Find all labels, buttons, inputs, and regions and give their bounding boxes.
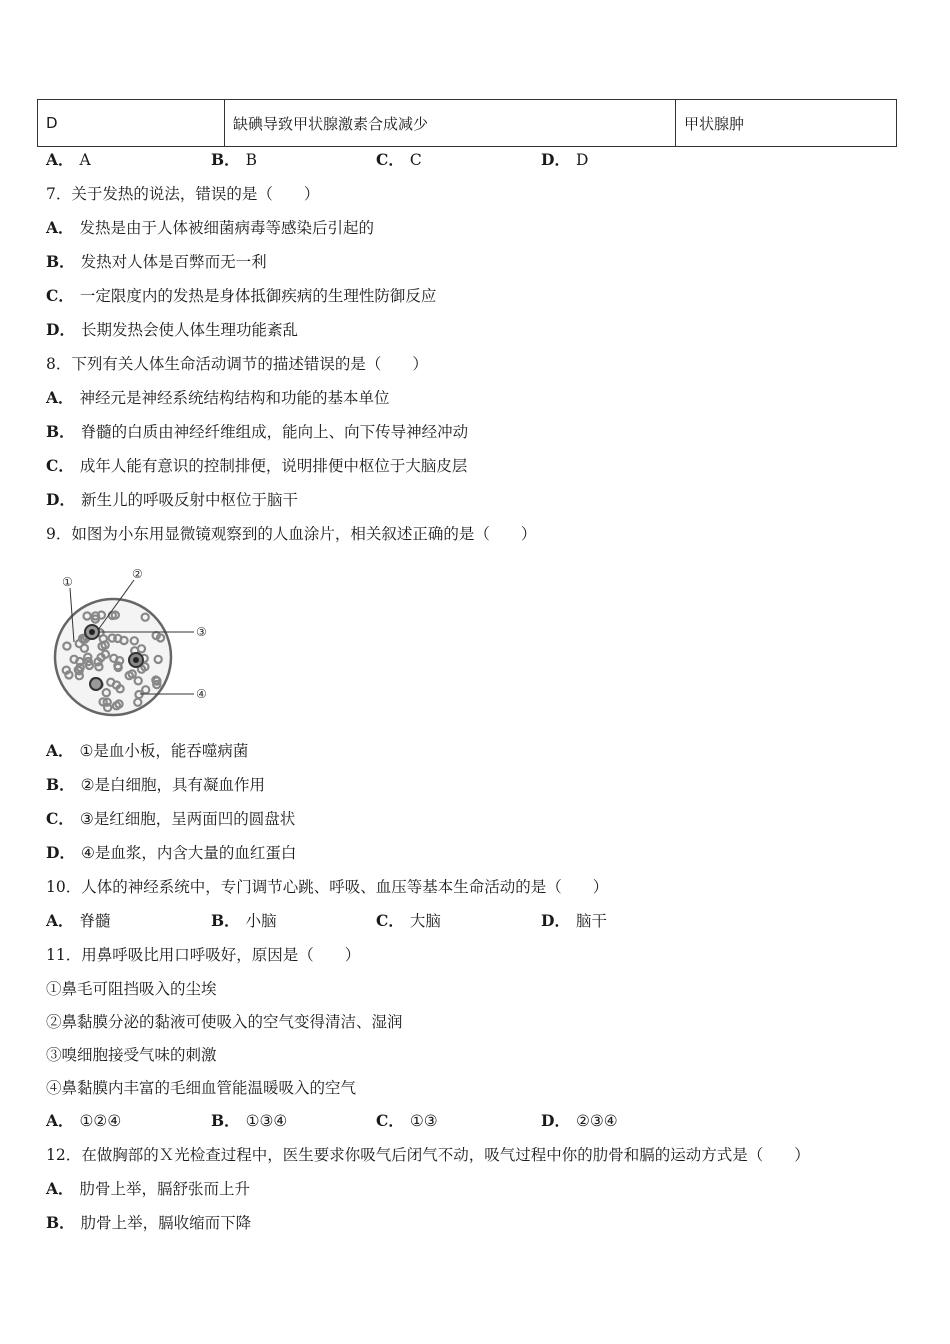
q8-option-a[interactable]: A． 神经元是神经系统结构结构和功能的基本单位 (46, 388, 390, 407)
q7-option-d[interactable]: D． 长期发热会使人体生理功能紊乱 (46, 320, 298, 339)
q6-option-c[interactable]: C． C (376, 150, 422, 169)
q7-option-c[interactable]: C． 一定限度内的发热是身体抵御疾病的生理性防御反应 (46, 286, 437, 305)
q7-stem: 7．关于发热的说法，错误的是（ ） (46, 185, 320, 203)
table-cell-cause: 缺碘导致甲状腺激素合成减少 (225, 100, 676, 147)
q11-stem: 11．用鼻呼吸比用口呼吸好，原因是（ ） (46, 946, 361, 964)
q8-stem: 8．下列有关人体生命活动调节的描述错误的是（ ） (46, 355, 428, 373)
q10-option-c[interactable]: C． 大脑 (376, 911, 441, 930)
q6-option-d[interactable]: D． D (541, 150, 589, 169)
q12-option-a[interactable]: A． 肋骨上举，膈舒张而上升 (46, 1179, 251, 1198)
q11-item-1: ①鼻毛可阻挡吸入的尘埃 (46, 980, 217, 998)
q7-option-a[interactable]: A． 发热是由于人体被细菌病毒等感染后引起的 (46, 218, 375, 237)
q9-stem: 9．如图为小东用显微镜观察到的人血涂片，相关叙述正确的是（ ） (46, 525, 537, 543)
q8-option-b[interactable]: B． 脊髓的白质由神经纤维组成，能向上、向下传导神经冲动 (46, 422, 469, 441)
q7-option-b[interactable]: B． 发热对人体是百弊而无一利 (46, 252, 267, 271)
q9-option-d[interactable]: D． ④是血浆，内含大量的血红蛋白 (46, 843, 297, 862)
table-cell-disease: 甲状腺肿 (676, 100, 897, 147)
table-row (38, 100, 897, 147)
q9-option-c[interactable]: C． ③是红细胞，呈两面凹的圆盘状 (46, 809, 296, 828)
q8-option-c[interactable]: C． 成年人能有意识的控制排便，说明排便中枢位于大脑皮层 (46, 456, 468, 475)
q11-item-3: ③嗅细胞接受气味的刺激 (46, 1046, 217, 1064)
white-blood-cell (90, 678, 102, 690)
white-blood-cell-nucleus (89, 629, 95, 635)
blood-smear-figure (48, 562, 218, 722)
q11-option-c[interactable]: C． ①③ (376, 1111, 438, 1130)
white-blood-cell-nucleus (133, 657, 139, 663)
q12-stem: 12．在做胸部的Ｘ光检查过程中，医生要求你吸气后闭气不动，吸气过程中你的肋骨和膈的运动方式是（ ） (46, 1146, 810, 1164)
figure-label-3: ③ (196, 625, 207, 639)
q6-option-a[interactable]: A． A (46, 150, 91, 169)
q10-option-a[interactable]: A． 脊髓 (46, 911, 111, 930)
q11-item-2: ②鼻黏膜分泌的黏液可使吸入的空气变得清洁、湿润 (46, 1013, 403, 1031)
figure-label-1: ① (62, 575, 73, 589)
q11-option-a[interactable]: A． ①②④ (46, 1111, 122, 1130)
q6-option-b[interactable]: B． B (211, 150, 257, 169)
figure-label-4: ④ (196, 687, 207, 701)
table-cell-option: D (38, 100, 225, 147)
q10-stem: 10．人体的神经系统中，专门调节心跳、呼吸、血压等基本生命活动的是（ ） (46, 878, 609, 896)
q11-option-b[interactable]: B． ①③④ (211, 1111, 288, 1130)
q8-option-d[interactable]: D． 新生儿的呼吸反射中枢位于脑干 (46, 490, 298, 509)
q10-option-d[interactable]: D． 脑干 (541, 911, 607, 930)
q9-option-a[interactable]: A． ①是血小板，能吞噬病菌 (46, 741, 249, 760)
q11-option-d[interactable]: D． ②③④ (541, 1111, 618, 1130)
q12-option-b[interactable]: B． 肋骨上举，膈收缩而下降 (46, 1213, 252, 1232)
q10-option-b[interactable]: B． 小脑 (211, 911, 277, 930)
figure-label-2: ② (132, 567, 143, 581)
q9-option-b[interactable]: B． ②是白细胞，具有凝血作用 (46, 775, 266, 794)
q11-item-4: ④鼻黏膜内丰富的毛细血管能温暖吸入的空气 (46, 1079, 357, 1097)
answer-table (37, 99, 897, 147)
